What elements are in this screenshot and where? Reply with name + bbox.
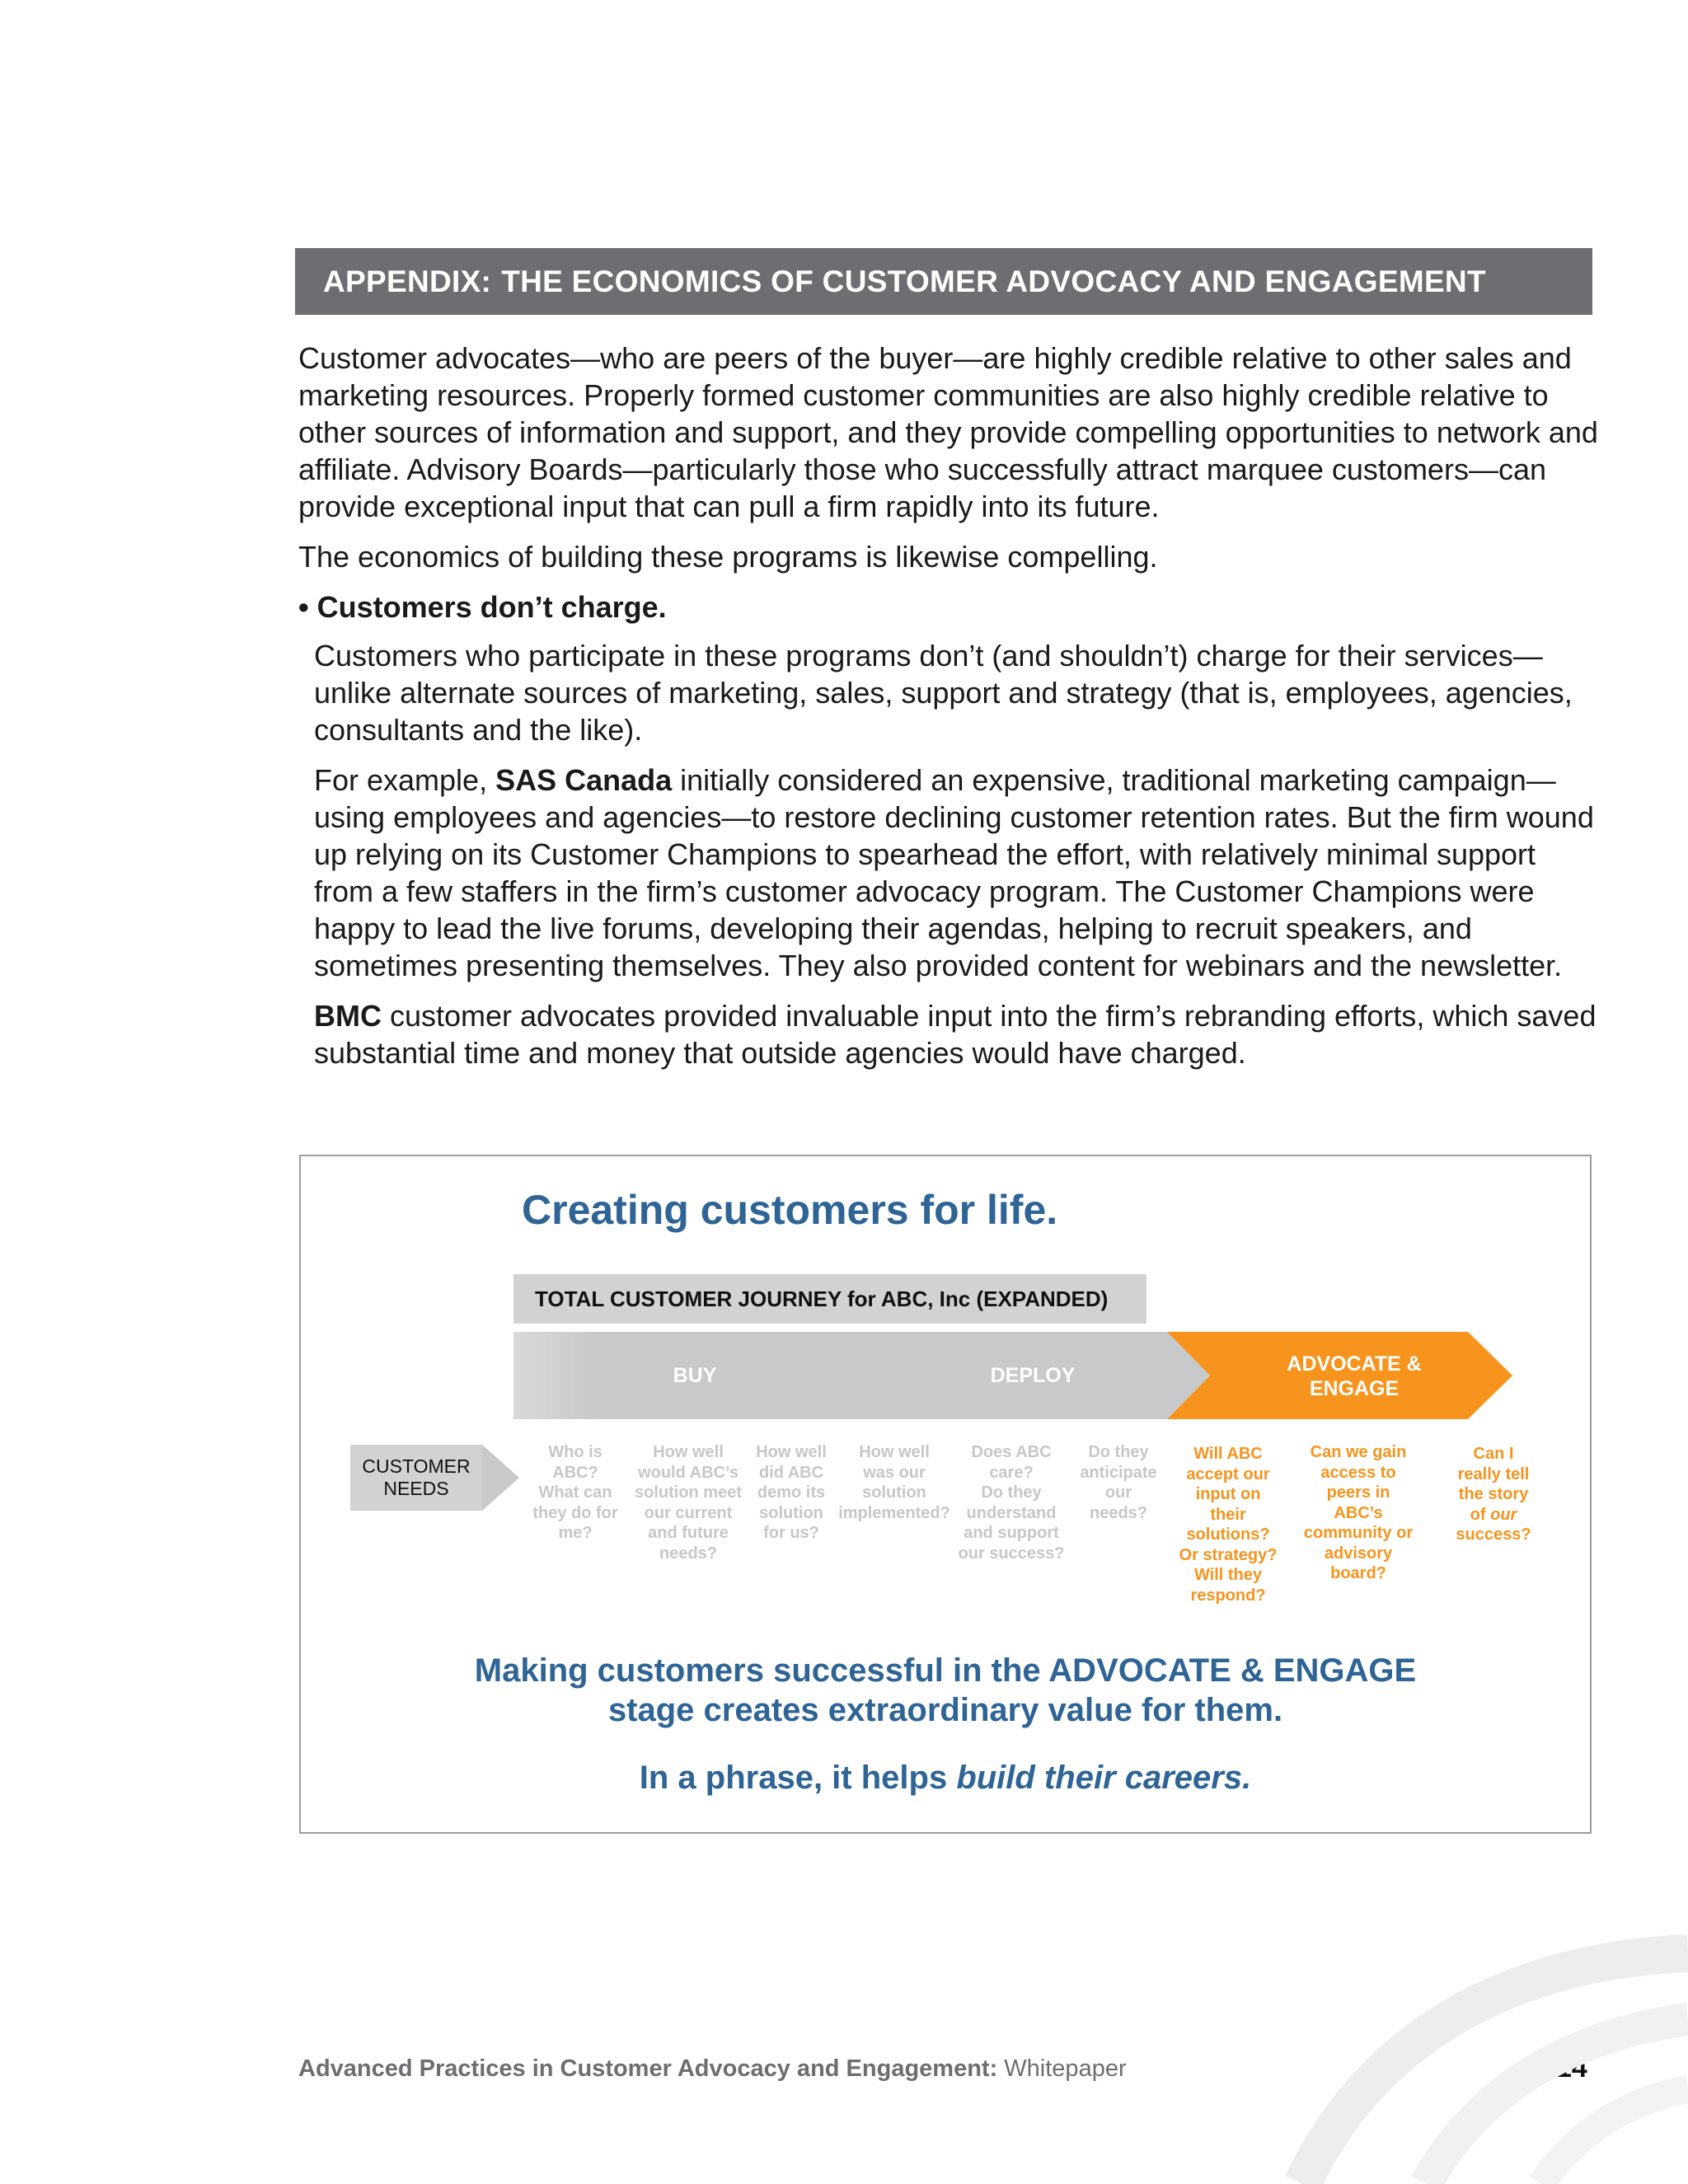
stage-buy-label: BUY bbox=[673, 1364, 717, 1387]
question-line: solution bbox=[862, 1483, 926, 1502]
figure-takeaway bbox=[301, 1651, 1590, 1730]
question-line: success? bbox=[1456, 1526, 1531, 1544]
question-line: How well bbox=[859, 1443, 930, 1461]
question-line: How well bbox=[756, 1443, 827, 1461]
customer-needs-line1: CUSTOMER bbox=[362, 1455, 471, 1477]
paragraph-sas-canada bbox=[298, 762, 1601, 984]
text-span: of bbox=[1470, 1505, 1491, 1524]
question-line: our success? bbox=[958, 1544, 1065, 1563]
customer-needs bbox=[350, 1445, 499, 1511]
question-col-6 bbox=[1072, 1442, 1165, 1523]
question-line: input on bbox=[1195, 1485, 1261, 1503]
question-line: understand bbox=[966, 1503, 1057, 1522]
question-line: needs? bbox=[659, 1544, 718, 1563]
question-line: ABC’s bbox=[1334, 1503, 1383, 1522]
sas-canada-bold: SAS Canada bbox=[495, 763, 673, 797]
question-line: our bbox=[1104, 1483, 1132, 1502]
journey-stage-band bbox=[513, 1332, 1512, 1419]
question-line: the story bbox=[1458, 1485, 1529, 1503]
takeaway-line2: stage creates extraordinary value for them. bbox=[607, 1692, 1283, 1728]
question-col-7 bbox=[1175, 1444, 1282, 1605]
question-line: peers in bbox=[1326, 1483, 1390, 1502]
stage-advocate-label bbox=[1239, 1352, 1470, 1401]
question-line bbox=[1448, 1505, 1539, 1526]
paragraph-intro: Customer advocates—who are peers of the buyer—are highly credible relative to other sales and marketing resources. Properly formed customer communities are also highly credible relative to other sources of information and support, and they provide compelling opportunities to network and affiliate. Advisory Boards—particularly those who successfully attract marquee customers—can provide exceptional input that can pull a firm rapidly into its future. bbox=[298, 341, 1598, 523]
question-line: did ABC bbox=[758, 1463, 824, 1482]
question-col-9 bbox=[1448, 1444, 1539, 1545]
question-line: solution meet bbox=[634, 1483, 742, 1502]
question-line: community or bbox=[1303, 1524, 1414, 1542]
customer-needs-box bbox=[350, 1445, 482, 1511]
section-header-title: THE ECONOMICS OF CUSTOMER ADVOCACY AND ENGAGEMENT bbox=[501, 264, 1486, 298]
text-span: initially considered an expensive, traditional marketing campaign—using employees and agencies—to restore declining customer retention rates. But the firm wound up relying on its Customer Champions to spearhead the effort, with relatively minimal support from a few staffers in the firm’s customer advocacy program. The Customer Champions were happy to lead the live forums, developing their agendas, helping to recruit speakers, and sometimes presenting themselves. They also provided content for webinars and the newsletter. bbox=[314, 763, 1594, 982]
question-line: anticipate bbox=[1080, 1463, 1157, 1482]
paragraph-participation: Customers who participate in these programs don’t (and shouldn’t) charge for their services—unlike alternate sources of marketing, sales, support and strategy (that is, employees, agencies, consultants and the like). bbox=[314, 639, 1573, 747]
stage-advocate-line2: ENGAGE bbox=[1309, 1377, 1400, 1400]
section-header bbox=[295, 248, 1592, 315]
question-line: respond? bbox=[1190, 1586, 1266, 1605]
question-line: they do for bbox=[532, 1503, 618, 1522]
question-line: Do they bbox=[981, 1483, 1042, 1502]
question-col-2 bbox=[631, 1442, 746, 1563]
our-italic: our bbox=[1490, 1505, 1517, 1524]
section-header-lead: APPENDIX: bbox=[323, 264, 492, 298]
question-col-4 bbox=[837, 1442, 952, 1523]
stage-deploy-label: DEPLOY bbox=[990, 1364, 1076, 1387]
journey-label: TOTAL CUSTOMER JOURNEY for ABC, Inc (EXPANDED) bbox=[513, 1274, 1146, 1324]
question-line: Can I bbox=[1473, 1445, 1514, 1463]
question-line: Who is bbox=[548, 1443, 603, 1461]
text-span: For example, bbox=[314, 763, 496, 797]
question-line: solution bbox=[759, 1503, 823, 1522]
question-line: and future bbox=[648, 1524, 729, 1542]
question-line: implemented? bbox=[838, 1503, 950, 1522]
question-line: ABC? bbox=[552, 1463, 598, 1482]
paragraph-economics: The economics of building these programs is likewise compelling. bbox=[298, 540, 1158, 574]
footer-title-rest: Whitepaper bbox=[997, 2055, 1127, 2082]
question-line: board? bbox=[1330, 1564, 1386, 1582]
question-line: Do they bbox=[1088, 1443, 1149, 1461]
question-line: care? bbox=[989, 1463, 1034, 1482]
takeaway-line1: Making customers successful in the ADVOCATE & ENGAGE bbox=[474, 1652, 1417, 1689]
question-line: Will ABC bbox=[1193, 1445, 1263, 1463]
question-line: access to bbox=[1320, 1463, 1396, 1482]
question-line: our current bbox=[644, 1503, 733, 1522]
question-line: for us? bbox=[763, 1524, 819, 1542]
customer-needs-arrow-icon bbox=[482, 1445, 519, 1511]
question-line: their bbox=[1210, 1505, 1246, 1524]
body-text bbox=[298, 340, 1601, 1085]
question-line: Or strategy? bbox=[1179, 1545, 1278, 1564]
question-line: What can bbox=[538, 1483, 612, 1502]
journey-figure bbox=[299, 1155, 1592, 1834]
question-col-8 bbox=[1296, 1442, 1420, 1584]
question-line: demo its bbox=[757, 1483, 826, 1502]
customer-needs-line2: NEEDS bbox=[383, 1478, 449, 1499]
footer-title-bold: Advanced Practices in Customer Advocacy and Engagement: bbox=[298, 2055, 998, 2082]
stage-advocate-line1: ADVOCATE & bbox=[1287, 1352, 1422, 1376]
page-number: 14 bbox=[1556, 2052, 1587, 2083]
question-line: really tell bbox=[1457, 1465, 1530, 1483]
bullet-customers-dont-charge: • Customers don’t charge. bbox=[298, 590, 667, 624]
decorative-arcs-icon bbox=[1269, 1929, 1688, 2184]
bmc-bold: BMC bbox=[314, 999, 382, 1033]
question-line: How well bbox=[653, 1443, 724, 1461]
figure-title: Creating customers for life. bbox=[522, 1187, 1058, 1233]
question-line: advisory bbox=[1324, 1544, 1393, 1563]
footer-title bbox=[298, 2055, 1127, 2083]
question-col-5 bbox=[954, 1442, 1069, 1563]
phrase-italic: build their careers. bbox=[956, 1760, 1252, 1796]
phrase-pre: In a phrase, it helps bbox=[639, 1760, 957, 1796]
question-line: needs? bbox=[1089, 1503, 1148, 1522]
question-line: accept our bbox=[1186, 1465, 1270, 1483]
paragraph-bmc bbox=[298, 997, 1601, 1071]
text-span: customer advocates provided invaluable input into the firm’s rebranding efforts, which saved substantial time and money that outside agencies would have charged. bbox=[314, 999, 1597, 1070]
figure-phrase bbox=[301, 1758, 1590, 1797]
question-line: and support bbox=[964, 1524, 1059, 1542]
question-line: Does ABC bbox=[971, 1443, 1052, 1461]
question-col-3 bbox=[746, 1442, 837, 1544]
question-line: would ABC’s bbox=[638, 1463, 738, 1482]
question-line: was our bbox=[863, 1463, 926, 1482]
question-line: Will they bbox=[1193, 1566, 1263, 1584]
question-line: solutions? bbox=[1186, 1526, 1270, 1544]
question-line: me? bbox=[558, 1524, 593, 1542]
question-col-1 bbox=[522, 1442, 629, 1544]
question-line: Can we gain bbox=[1310, 1443, 1407, 1461]
